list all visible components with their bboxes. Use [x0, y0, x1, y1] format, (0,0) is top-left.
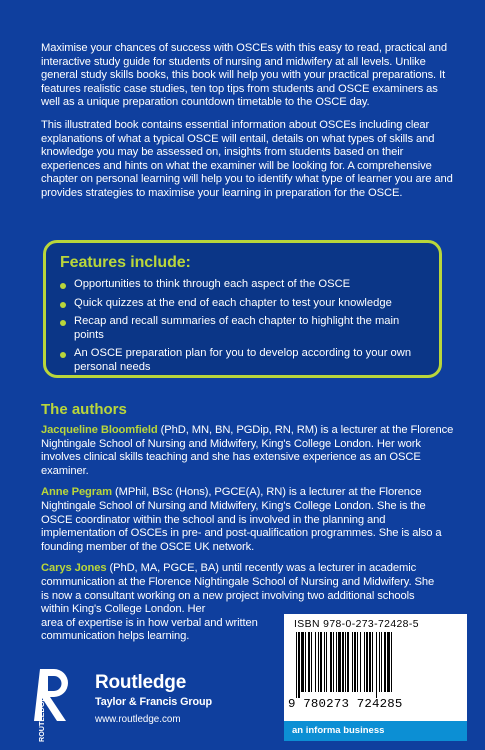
- bullet-icon: [60, 302, 66, 308]
- barcode-bar: [352, 632, 353, 692]
- barcode-bar: [326, 632, 327, 692]
- barcode-bar: [296, 632, 297, 698]
- author-bio-text: (PhD, MA, PGCE, BA) until recently was a lecturer in academic communication at the Florence Nightingale School of Nursing and Midwifery. She is now a consultant working on a new project involving two additional schools within King's College London. Her: [41, 562, 435, 616]
- publisher-group: Taylor & Francis Group: [95, 696, 212, 708]
- barcode-bar: [369, 632, 371, 692]
- barcode-bar: [305, 632, 306, 692]
- barcode-bar: [342, 632, 344, 692]
- barcode-box: [284, 614, 467, 721]
- barcode-bar: [354, 632, 356, 692]
- barcode-bar: [320, 632, 322, 692]
- barcode-bar: [381, 632, 382, 692]
- author-bio-text-continued: area of expertise is in how verbal and written communication helps learning.: [41, 616, 258, 643]
- isbn-text: ISBN 978-0-273-72428-5: [294, 619, 419, 630]
- barcode-digits: 9 780273 724285: [288, 697, 403, 711]
- barcode-bar: [372, 632, 373, 692]
- bullet-icon: [60, 352, 66, 358]
- barcode-bar: [345, 632, 346, 692]
- barcode-bar: [379, 632, 380, 692]
- feature-text: Opportunities to think through each aspect of the OSCE: [74, 278, 351, 290]
- barcode-bar: [364, 632, 365, 692]
- author-bio-text: (MPhil, BSc (Hons), PGCE(A), RN) is a lecturer at the Florence Nightingale School of Nursing and Midwifery, King's College London. She is the OSCE coordinator within the school and is involved in the planning and implementation of OSCEs in pre- and post-qualification programmes. She is also a founding member of the OSCE UK network.: [41, 486, 442, 553]
- barcode-bar: [318, 632, 319, 692]
- barcode-bar: [384, 632, 386, 692]
- barcode-bar: [330, 632, 332, 692]
- bullet-icon: [60, 283, 66, 289]
- barcode-bar: [391, 632, 392, 692]
- bullet-icon: [60, 320, 66, 326]
- barcode-icon: [294, 632, 457, 698]
- features-heading: Features include:: [60, 254, 191, 271]
- barcode-bar: [347, 632, 349, 692]
- publisher-block: [95, 673, 212, 725]
- barcode-bar: [308, 632, 310, 692]
- feature-item: [60, 347, 425, 374]
- barcode-bars: [294, 632, 457, 698]
- feature-text: Quick quizzes at the end of each chapter to test your knowledge: [74, 296, 392, 309]
- informa-text: an informa business: [292, 725, 385, 736]
- author-bio-pegram: [41, 486, 457, 554]
- feature-item: [60, 297, 425, 311]
- features-list: [60, 278, 425, 375]
- barcode-bar: [387, 632, 390, 692]
- barcode-bar: [366, 632, 368, 692]
- barcode-bar: [376, 632, 377, 698]
- author-name: Anne Pegram: [41, 486, 113, 499]
- author-name: Jacqueline Bloomfield: [41, 424, 158, 436]
- barcode-bar: [315, 632, 316, 692]
- feature-item: [60, 278, 425, 292]
- feature-item: [60, 315, 425, 342]
- feature-text: An OSCE preparation plan for you to develop according to your own personal needs: [74, 347, 412, 373]
- barcode-bar: [311, 632, 312, 692]
- barcode-bar: [360, 632, 361, 692]
- barcode-bar: [338, 632, 341, 692]
- informa-bar: [284, 721, 467, 741]
- authors-heading: The authors: [41, 401, 127, 418]
- author-bio-bloomfield: [41, 424, 457, 478]
- intro-paragraph-2: This illustrated book contains essential information about OSCEs including clear explanations of what a typical OSCE will entail, details on what types of skills and knowledge you may be assessed on, insights from students based on their experiences and hints on what the examiner will be looking for. A comprehensive chapter on personal learning will help you to identify what type of learner you are and provides strategies to maximise your learning in preparation for the OSCE.: [41, 118, 453, 199]
- spine-text: ROUTLEDGE: [37, 696, 46, 742]
- barcode-bar: [301, 632, 304, 692]
- author-name: Carys Jones: [41, 562, 107, 575]
- intro-paragraph-1: Maximise your chances of success with OSCEs with this easy to read, practical and interactive study guide for students of nursing and midwifery at all levels. Unlike general study skills books, this book will help you with your practical preparations. It features realistic case studies, ten top tips from students and OSCE examiners as well as a unique preparation countdown timetable to the OSCE day.: [41, 42, 448, 109]
- spine-logotype: [34, 682, 48, 742]
- barcode-bar: [298, 632, 300, 698]
- intro-section: [41, 42, 457, 210]
- barcode-bar: [336, 632, 337, 692]
- publisher-name: Routledge: [95, 672, 187, 693]
- feature-text: Recap and recall summaries of each chapter to highlight the main points: [74, 315, 400, 341]
- barcode-bar: [333, 632, 334, 692]
- publisher-url[interactable]: www.routledge.com: [95, 714, 181, 725]
- author-bio-text: (PhD, MN, BN, PGDip, RN, RM) is a lecturer at the Florence Nightingale School of Nursing and Midwifery, King's College London. Her work involves clinical skills teaching and she has extensive experience as an OSCE examiner.: [41, 424, 454, 477]
- barcode-bar: [357, 632, 358, 692]
- features-box: [43, 240, 442, 378]
- barcode-bar: [324, 632, 325, 692]
